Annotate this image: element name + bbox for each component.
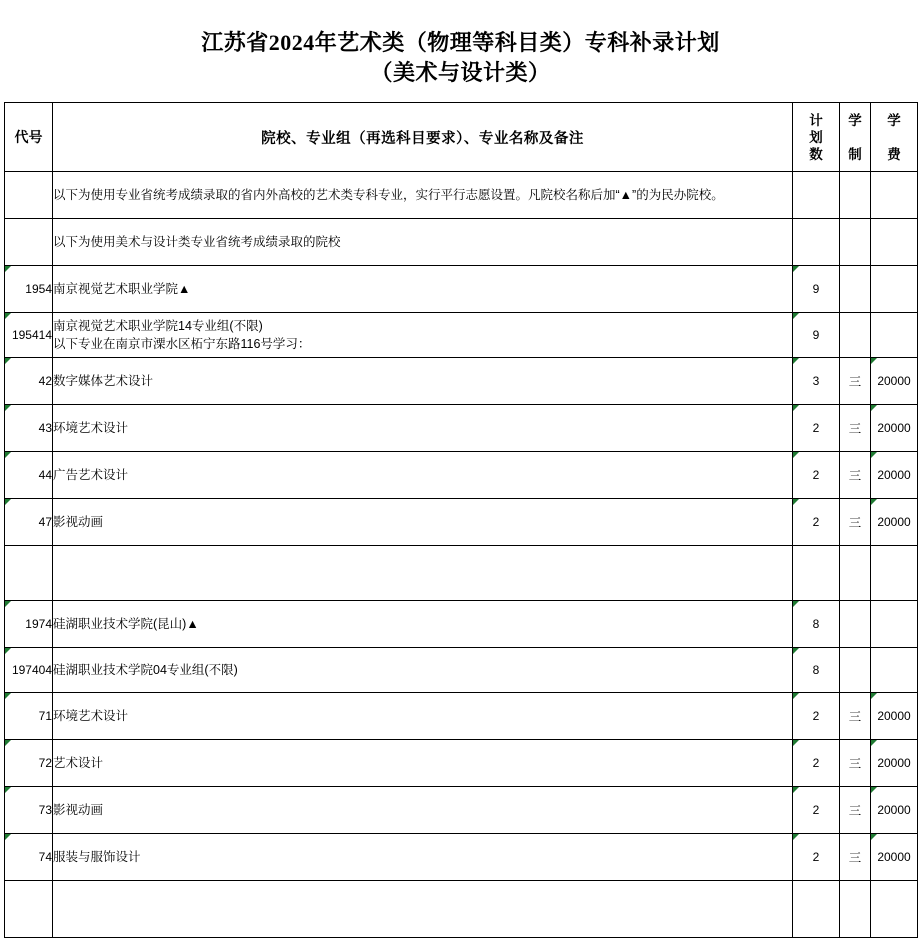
header-years-char-1: 学 — [848, 112, 862, 128]
name-value: 服装与服饰设计 — [53, 849, 141, 864]
cell-name — [53, 172, 793, 219]
study-years-value: 三 — [848, 516, 862, 530]
text-number-marker-icon — [793, 452, 799, 458]
cell-code — [5, 834, 53, 881]
table-row — [5, 405, 918, 452]
code-value: 42 — [38, 374, 52, 388]
text-number-marker-icon — [5, 313, 11, 319]
cell-tuition-fee — [871, 648, 918, 693]
cell-tuition-fee — [871, 405, 918, 452]
table-row — [5, 172, 918, 219]
text-number-marker-icon — [793, 266, 799, 272]
cell-name — [53, 499, 793, 546]
document-title — [0, 0, 921, 88]
text-number-marker-icon — [793, 693, 799, 699]
study-years-value: 三 — [848, 375, 862, 389]
name-value: 环境艺术设计 — [53, 420, 129, 435]
text-number-marker-icon — [793, 648, 799, 654]
text-number-marker-icon — [793, 358, 799, 364]
cell-code — [5, 219, 53, 266]
text-number-marker-icon — [5, 787, 11, 793]
code-value: 44 — [38, 468, 52, 482]
study-years-value: 三 — [848, 804, 862, 818]
study-years-value: 三 — [848, 422, 862, 436]
table-row — [5, 219, 918, 266]
name-value: 影视动画 — [53, 802, 104, 817]
cell-tuition-fee — [871, 499, 918, 546]
plan-count-value: 8 — [812, 663, 820, 677]
cell-code — [5, 172, 53, 219]
name-value: 艺术设计 — [53, 755, 104, 770]
cell-plan-count — [793, 219, 840, 266]
table-row — [5, 648, 918, 693]
cell-plan-count — [793, 266, 840, 313]
plan-table-container — [0, 102, 921, 938]
cell-code — [5, 358, 53, 405]
code-value: 73 — [38, 803, 52, 817]
text-number-marker-icon — [871, 787, 877, 793]
group-name-line-2: 以下专业在南京市溧水区柘宁东路116号学习： — [53, 337, 311, 351]
text-number-marker-icon — [871, 740, 877, 746]
study-years-value: 三 — [848, 757, 862, 771]
cell-tuition-fee — [871, 787, 918, 834]
tuition-fee-value: 20000 — [877, 374, 911, 388]
text-number-marker-icon — [5, 834, 11, 840]
cell-study-years — [840, 546, 871, 601]
text-number-marker-icon — [5, 358, 11, 364]
text-number-marker-icon — [5, 405, 11, 411]
text-number-marker-icon — [5, 266, 11, 272]
plan-count-value: 2 — [812, 756, 820, 770]
cell-code — [5, 313, 53, 358]
cell-tuition-fee — [871, 219, 918, 266]
cell-name — [53, 358, 793, 405]
cell-name — [53, 601, 793, 648]
plan-count-value: 3 — [812, 374, 820, 388]
cell-code — [5, 452, 53, 499]
cell-code — [5, 499, 53, 546]
text-number-marker-icon — [5, 601, 11, 607]
text-number-marker-icon — [5, 648, 11, 654]
cell-name — [53, 740, 793, 787]
plan-count-value: 2 — [812, 421, 820, 435]
study-years-value: 三 — [848, 469, 862, 483]
header-plan-char-3: 数 — [809, 146, 823, 162]
tuition-fee-value: 20000 — [877, 709, 911, 723]
table-row — [5, 881, 918, 938]
cell-plan-count — [793, 881, 840, 938]
table-row — [5, 499, 918, 546]
cell-name — [53, 219, 793, 266]
cell-study-years — [840, 266, 871, 313]
text-number-marker-icon — [793, 740, 799, 746]
cell-code — [5, 405, 53, 452]
name-value: 广告艺术设计 — [53, 467, 129, 482]
table-row — [5, 546, 918, 601]
cell-plan-count — [793, 601, 840, 648]
text-number-marker-icon — [871, 499, 877, 505]
cell-plan-count — [793, 172, 840, 219]
cell-tuition-fee — [871, 693, 918, 740]
group-name-line-1: 南京视觉艺术职业学院14专业组(不限) — [53, 319, 263, 333]
header-years-char-2: 制 — [848, 146, 862, 162]
header-row — [5, 103, 918, 172]
header-cell-code: 代号 — [5, 103, 53, 172]
cell-tuition-fee — [871, 546, 918, 601]
code-value: 197404 — [11, 663, 52, 677]
header-cell-name: 院校、专业组（再选科目要求）、专业名称及备注 — [53, 103, 793, 172]
cell-study-years — [840, 787, 871, 834]
admission-plan-table — [4, 102, 918, 938]
plan-count-value: 9 — [812, 282, 820, 296]
cell-name — [53, 313, 793, 358]
cell-study-years — [840, 172, 871, 219]
table-row — [5, 787, 918, 834]
cell-study-years — [840, 313, 871, 358]
cell-code — [5, 881, 53, 938]
tuition-fee-value: 20000 — [877, 468, 911, 482]
tuition-fee-value: 20000 — [877, 421, 911, 435]
text-number-marker-icon — [5, 499, 11, 505]
cell-study-years — [840, 834, 871, 881]
cell-tuition-fee — [871, 601, 918, 648]
text-number-marker-icon — [871, 693, 877, 699]
table-row — [5, 358, 918, 405]
tuition-fee-value: 20000 — [877, 515, 911, 529]
plan-count-value: 2 — [812, 850, 820, 864]
table-row — [5, 313, 918, 358]
text-number-marker-icon — [793, 313, 799, 319]
cell-study-years — [840, 601, 871, 648]
title-line-2: （美术与设计类） — [370, 60, 551, 85]
cell-study-years — [840, 648, 871, 693]
cell-tuition-fee — [871, 266, 918, 313]
tuition-fee-value: 20000 — [877, 756, 911, 770]
text-number-marker-icon — [871, 834, 877, 840]
text-number-marker-icon — [793, 787, 799, 793]
text-number-marker-icon — [5, 740, 11, 746]
cell-plan-count — [793, 648, 840, 693]
cell-tuition-fee — [871, 172, 918, 219]
code-value: 74 — [38, 850, 52, 864]
group-name-line-1: 硅湖职业技术学院04专业组(不限) — [53, 663, 238, 677]
cell-plan-count — [793, 834, 840, 881]
cell-study-years — [840, 881, 871, 938]
cell-tuition-fee — [871, 313, 918, 358]
header-fee-char-2: 费 — [887, 146, 901, 162]
name-value: 硅湖职业技术学院(昆山)▲ — [53, 616, 199, 631]
header-fee-char-1: 学 — [887, 112, 901, 128]
name-value: 环境艺术设计 — [53, 708, 129, 723]
cell-plan-count — [793, 405, 840, 452]
header-plan-char-2: 划 — [809, 129, 823, 145]
code-value: 47 — [38, 515, 52, 529]
cell-plan-count — [793, 787, 840, 834]
header-cell-years — [840, 103, 871, 172]
cell-name — [53, 787, 793, 834]
text-number-marker-icon — [871, 405, 877, 411]
header-plan-char-1: 计 — [809, 112, 823, 128]
cell-code — [5, 601, 53, 648]
cell-tuition-fee — [871, 834, 918, 881]
cell-tuition-fee — [871, 881, 918, 938]
code-value: 72 — [38, 756, 52, 770]
cell-code — [5, 648, 53, 693]
cell-plan-count — [793, 313, 840, 358]
cell-study-years — [840, 693, 871, 740]
plan-count-value: 2 — [812, 803, 820, 817]
text-number-marker-icon — [5, 693, 11, 699]
code-value: 1974 — [25, 617, 52, 631]
table-row — [5, 834, 918, 881]
cell-name — [53, 834, 793, 881]
cell-name — [53, 405, 793, 452]
title-line-1: 江苏省2024年艺术类（物理等科目类）专科补录计划 — [201, 30, 720, 55]
plan-count-value: 2 — [812, 515, 820, 529]
text-number-marker-icon — [871, 452, 877, 458]
cell-plan-count — [793, 499, 840, 546]
cell-tuition-fee — [871, 740, 918, 787]
cell-plan-count — [793, 693, 840, 740]
cell-code — [5, 787, 53, 834]
table-body — [5, 172, 918, 938]
text-number-marker-icon — [793, 601, 799, 607]
cell-study-years — [840, 499, 871, 546]
cell-name — [53, 546, 793, 601]
table-row — [5, 266, 918, 313]
cell-code — [5, 546, 53, 601]
code-value: 71 — [38, 709, 52, 723]
tuition-fee-value: 20000 — [877, 850, 911, 864]
cell-plan-count — [793, 740, 840, 787]
cell-name — [53, 881, 793, 938]
cell-study-years — [840, 740, 871, 787]
code-value: 1954 — [25, 282, 52, 296]
cell-study-years — [840, 452, 871, 499]
table-row — [5, 601, 918, 648]
plan-count-value: 2 — [812, 468, 820, 482]
cell-code — [5, 693, 53, 740]
cell-tuition-fee — [871, 452, 918, 499]
name-value: 数字媒体艺术设计 — [53, 373, 154, 388]
table-header — [5, 103, 918, 172]
table-row — [5, 452, 918, 499]
plan-count-value: 8 — [812, 617, 820, 631]
table-row — [5, 693, 918, 740]
code-value: 43 — [38, 421, 52, 435]
tuition-fee-value: 20000 — [877, 803, 911, 817]
cell-plan-count — [793, 452, 840, 499]
study-years-value: 三 — [848, 710, 862, 724]
code-value: 195414 — [11, 328, 52, 342]
cell-name — [53, 693, 793, 740]
header-cell-fee — [871, 103, 918, 172]
text-number-marker-icon — [793, 405, 799, 411]
text-number-marker-icon — [871, 358, 877, 364]
note-text: 以下为使用专业省统考成绩录取的省内外高校的艺术类专科专业，实行平行志愿设置。凡院校名称后加“▲”的为民办院校。 — [53, 187, 724, 202]
note-text: 以下为使用美术与设计类专业省统考成绩录取的院校 — [53, 234, 341, 249]
table-row — [5, 740, 918, 787]
cell-study-years — [840, 405, 871, 452]
cell-study-years — [840, 219, 871, 266]
cell-code — [5, 266, 53, 313]
name-value: 影视动画 — [53, 514, 104, 529]
plan-count-value: 9 — [812, 328, 820, 342]
name-value: 南京视觉艺术职业学院▲ — [53, 281, 191, 296]
cell-study-years — [840, 358, 871, 405]
cell-plan-count — [793, 358, 840, 405]
cell-tuition-fee — [871, 358, 918, 405]
cell-code — [5, 740, 53, 787]
study-years-value: 三 — [848, 851, 862, 865]
header-cell-plan — [793, 103, 840, 172]
cell-name — [53, 266, 793, 313]
cell-name — [53, 452, 793, 499]
plan-count-value: 2 — [812, 709, 820, 723]
cell-plan-count — [793, 546, 840, 601]
text-number-marker-icon — [5, 452, 11, 458]
cell-name — [53, 648, 793, 693]
text-number-marker-icon — [793, 499, 799, 505]
text-number-marker-icon — [793, 834, 799, 840]
